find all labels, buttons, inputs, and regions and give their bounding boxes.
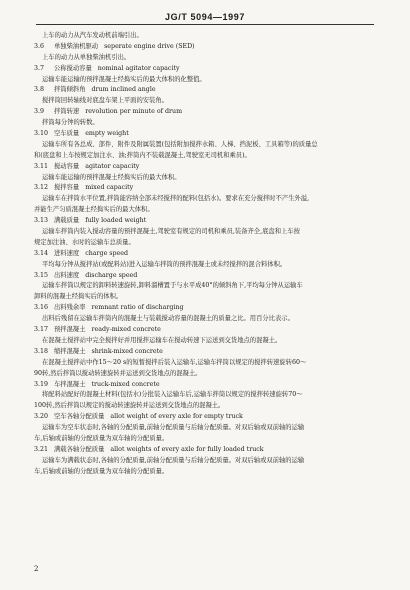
term-heading [34, 64, 376, 75]
paragraph-line: 运输车为满载状态时,各轴的分配质量,前轴分配质量与后轴分配质量。对双后轴或双前轴的运输 [42, 456, 305, 464]
paragraph-line: 上车的动力从单独柴油机引出。 [42, 53, 131, 61]
paragraph-line: 上车的动力从汽车发动机前端引出。 [42, 32, 143, 39]
term-heading [34, 347, 376, 358]
term-english: allot weights of every axle for fully loaded truck [110, 445, 264, 453]
term-english: charge speed [85, 249, 129, 257]
paragraph-line: 运输车能运输的预拌混凝土经捣实后的最大体积。 [42, 173, 181, 181]
paragraph-continuation: 车,后轴或前轴的分配质量为双车轴的分配质量。 [34, 434, 169, 442]
page-number: 2 [34, 565, 39, 573]
term-chinese: 出料速度 [54, 271, 80, 279]
clause-number: 3.7 [34, 64, 45, 72]
paragraph-line: 运输车为空车状态时,各轴的分配质量,前轴分配质量与后轴分配质量。对双后轴或双前轴的运输 [42, 424, 305, 432]
paragraph-line: 拌筒每分钟的转数。 [42, 119, 99, 127]
term-english: drum inclined angle [91, 86, 156, 94]
paragraph-continuation: 和(底盘和上车按规定加注水、油;拌筒内不装载混凝土,驾驶室无司机和乘员)。 [34, 151, 251, 159]
paragraph-continuation: 100转,然后拌筒以规定的搅动转速旋转并运送到交货地点的混凝土。 [34, 402, 225, 410]
paragraph-line: 运输车拌筒内装入搅动容量的预拌混凝土,驾驶室有规定的司机和乘员,装备齐全,底盘和上车按 [42, 228, 300, 236]
term-chinese: 满载各轴分配质量 [54, 445, 105, 453]
paragraph-continuation: 并能生产匀质混凝土经捣实后的最大体积。 [34, 206, 154, 214]
clause-number: 3.15 [34, 271, 49, 279]
clause-number: 3.6 [34, 42, 45, 50]
term-chinese: 公称搅动容量 [54, 64, 92, 72]
term-english: shrink-mixed concrete [91, 347, 163, 355]
document-body [34, 31, 376, 478]
clause-number: 3.13 [34, 217, 49, 225]
term-heading [34, 129, 376, 140]
paragraph-line: 平均每分钟从搅拌站(或配料站)进入运输车拌筒的预拌混凝土或未经搅拌的混合料体积。 [42, 260, 287, 268]
paragraph-line: 在混凝土搅拌站中完全搅拌好并用搅拌运输车在搅动转速下运送到交货地点的混凝土。 [42, 336, 282, 344]
term-english: agitator capacity [85, 162, 140, 170]
paragraph-line: 运输车能运输的预拌混凝土经捣实后的最大体积的化整值。 [42, 75, 206, 83]
paragraph-continuation: 卸料的混凝土经捣实后的体积。 [34, 293, 123, 301]
term-chinese: 搅动容量 [54, 162, 80, 170]
paragraph-line: 运输车拌筒以规定的卸料转速旋转,卸料溜槽置于与水平成40°的倾斜角下,平均每分钟从运输车 [42, 282, 303, 290]
paragraph-line: 运输车在拌筒水平位置,拌筒能容纳全部未经搅拌的配料(包括水)。要求在充分搅拌时不产生外溢, [42, 195, 310, 203]
term-heading [34, 42, 376, 53]
page-header: JG/T 5094—1997 [165, 12, 245, 22]
clause-number: 3.19 [34, 380, 49, 388]
clause-number: 3.21 [34, 445, 49, 453]
paragraph-continuation: 规定加注油、水时的运输车总质量。 [34, 238, 135, 246]
term-chinese: 单独柴油机驱动 [54, 42, 99, 50]
term-chinese: 空车各轴分配质量 [54, 413, 105, 421]
term-english: nominal agitator capacity [97, 64, 180, 72]
paragraph-line: 运输车所有各总成、部件、附件及附属装置(包括附加搅拌水箱、人梯、挡泥板、工具箱等)的质量总 [42, 140, 318, 148]
term-chinese: 出料残余率 [54, 304, 86, 312]
term-english: seperate engine drive (SED) [104, 42, 195, 50]
term-heading [34, 445, 376, 456]
term-heading [34, 412, 376, 423]
term-chinese: 拌筒转速 [54, 108, 80, 116]
paragraph-continuation: 90转,然后拌筒以搅动转速旋转并运送到交货地点的混凝土。 [34, 369, 202, 377]
paragraph-line: 在混凝土搅拌站中作15～20 s的短暂搅拌后装入运输车,运输车拌筒以规定的搅拌转速旋转60～ [42, 358, 307, 366]
term-english: mixed capacity [85, 184, 134, 192]
term-heading [34, 380, 376, 391]
term-heading [34, 216, 376, 227]
clause-number: 3.12 [34, 184, 49, 192]
header-rule [36, 24, 374, 25]
term-english: discharge speed [85, 271, 138, 279]
clause-number: 3.18 [34, 347, 49, 355]
clause-number: 3.9 [34, 108, 45, 116]
term-heading [34, 303, 376, 314]
clause-number: 3.20 [34, 413, 49, 421]
term-heading [34, 85, 376, 96]
term-chinese: 满载质量 [54, 217, 80, 225]
clause-number: 3.14 [34, 249, 49, 257]
term-english: remnant ratio of discharging [91, 304, 184, 312]
term-english: truck-mixed concrete [91, 380, 160, 388]
term-heading [34, 183, 376, 194]
term-chinese: 预拌混凝土 [54, 326, 86, 334]
clause-number: 3.11 [34, 162, 49, 170]
term-heading [34, 271, 376, 282]
term-heading [34, 162, 376, 173]
term-heading [34, 107, 376, 118]
term-chinese: 搅拌容量 [54, 184, 80, 192]
term-heading [34, 249, 376, 260]
term-chinese: 空车质量 [54, 130, 80, 138]
paragraph-line: 将配料站配好的混凝土材料(包括水)分批装入运输车后,运输车拌筒以规定的搅拌转速旋转70～ [42, 391, 303, 399]
term-english: revolution per minute of drum [85, 108, 183, 116]
term-chinese: 车拌混凝土 [54, 380, 86, 388]
term-english: fully loaded weight [85, 217, 147, 225]
clause-number: 3.8 [34, 86, 45, 94]
paragraph-line: 出料后残留在运输车拌筒内的混凝土与装载搅动容量的混凝土的质量之比。用百分比表示。 [42, 315, 294, 323]
term-english: empty weight [85, 130, 129, 138]
paragraph-continuation: 车,后轴或前轴的分配质量为双车轴的分配质量。 [34, 467, 169, 475]
term-heading [34, 325, 376, 336]
clause-number: 3.10 [34, 130, 49, 138]
term-chinese: 进料速度 [54, 249, 80, 257]
term-chinese: 拌筒倾斜角 [54, 86, 86, 94]
term-chinese: 缩拌混凝土 [54, 347, 86, 355]
paragraph-line: 搅拌筒回转轴线对底盘车架上平面的安装角。 [42, 97, 168, 105]
clause-number: 3.17 [34, 326, 49, 334]
clause-number: 3.16 [34, 304, 49, 312]
term-english: allot weight of every axle for empty truck [110, 413, 243, 421]
term-english: ready-mixed concrete [91, 326, 161, 334]
